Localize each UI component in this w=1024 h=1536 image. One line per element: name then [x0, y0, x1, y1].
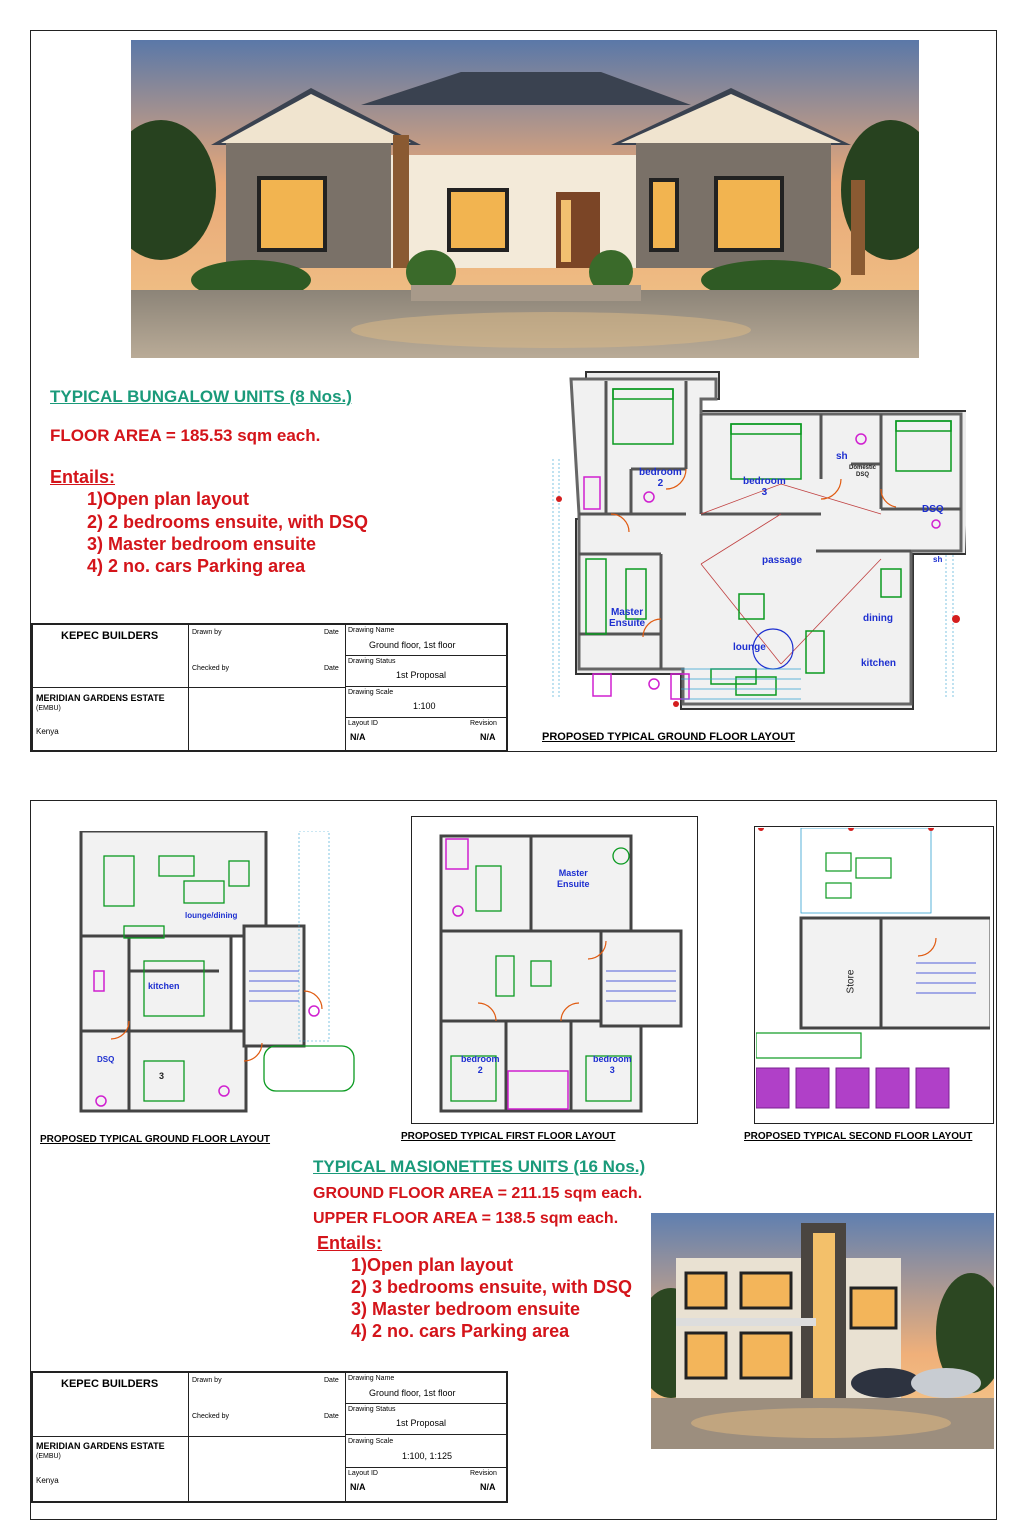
plan-label-sh-1: sh: [836, 451, 848, 462]
tb1-project: MERIDIAN GARDENS ESTATE: [36, 693, 165, 703]
tb1-layout-id: N/A: [350, 732, 366, 742]
tb2-checked-by-label: Checked by: [192, 1413, 229, 1420]
bungalow-floor-plan: [551, 369, 966, 744]
plan-label-bedroom-3: bedroom 3: [743, 476, 786, 498]
mais-plan-label-lounge-dining: lounge/dining: [185, 911, 238, 920]
tb1-layout-id-label: Layout ID: [348, 720, 378, 727]
tb1-revision: N/A: [480, 732, 496, 742]
maisonette-second-caption: PROPOSED TYPICAL SECOND FLOOR LAYOUT: [744, 1131, 973, 1142]
bungalow-feature-3: 3) Master bedroom ensuite: [87, 534, 317, 554]
tb1-drawing-name: Ground floor, 1st floor: [369, 640, 456, 650]
mais-plan-label-dsq: DSQ: [97, 1055, 115, 1064]
tb1-drawing-status: 1st Proposal: [396, 670, 447, 680]
maisonette-ground-caption: PROPOSED TYPICAL GROUND FLOOR LAYOUT: [40, 1134, 271, 1145]
plan-label-dsq: DSQ: [922, 504, 944, 515]
mais-plan-label-bedroom-2: bedroom 2: [461, 1054, 500, 1075]
tb2-revision: N/A: [480, 1482, 496, 1492]
tb1-drawn-by-label: Drawn by: [192, 629, 222, 636]
plan-label-sh-2: sh: [933, 555, 943, 564]
tb1-date-label-2: Date: [324, 665, 339, 672]
maisonette-first-caption: PROPOSED TYPICAL FIRST FLOOR LAYOUT: [401, 1131, 616, 1142]
bungalow-heading: TYPICAL BUNGALOW UNITS (8 Nos.): [50, 387, 352, 406]
maisonette-feature-1: 1)Open plan layout: [351, 1255, 514, 1275]
plan-label-bedroom-2: bedroom 2: [639, 467, 682, 489]
mais-plan-label-kitchen: kitchen: [148, 981, 180, 991]
bungalow-floor-area: FLOOR AREA = 185.53 sqm each.: [50, 426, 321, 445]
maisonette-feature-3: 3) Master bedroom ensuite: [351, 1299, 581, 1319]
plan-label-lounge: lounge: [733, 642, 766, 653]
maisonette-rendering: [651, 1213, 994, 1449]
title-block-2: [31, 1371, 508, 1503]
plan-label-dining: dining: [863, 613, 893, 624]
tb2-layout-id: N/A: [350, 1482, 366, 1492]
tb2-company: KEPEC BUILDERS: [61, 1378, 159, 1390]
tb1-checked-by-label: Checked by: [192, 665, 229, 672]
tb2-drawing-scale: 1:100, 1:125: [402, 1451, 453, 1461]
maisonette-feature-2: 2) 3 bedrooms ensuite, with DSQ: [351, 1277, 633, 1297]
tb2-project: MERIDIAN GARDENS ESTATE: [36, 1441, 165, 1451]
tb2-date-label-1: Date: [324, 1377, 339, 1384]
tb2-layout-id-label: Layout ID: [348, 1470, 378, 1477]
bungalow-rendering: [131, 40, 919, 358]
bungalow-entails-title: Entails:: [50, 467, 116, 487]
tb2-drawing-name-label: Drawing Name: [348, 1375, 395, 1382]
maisonette-upper-area: UPPER FLOOR AREA = 138.5 sqm each.: [313, 1210, 619, 1227]
mais-plan-label-bedroom-3: bedroom 3: [593, 1054, 632, 1075]
maisonette-ground-area: GROUND FLOOR AREA = 211.15 sqm each.: [313, 1185, 643, 1202]
tb1-drawing-name-label: Drawing Name: [348, 627, 395, 634]
tb1-company: KEPEC BUILDERS: [61, 630, 159, 642]
tb1-drawing-scale-label: Drawing Scale: [348, 689, 394, 696]
tb2-drawn-by-label: Drawn by: [192, 1377, 222, 1384]
maisonette-heading: TYPICAL MASIONETTES UNITS (16 Nos.): [313, 1157, 646, 1176]
bungalow-feature-1: 1)Open plan layout: [87, 489, 250, 509]
maisonette-ground-floor-plan: [69, 831, 369, 1116]
tb2-project-sub: (EMBU): [36, 1453, 61, 1460]
bungalow-feature-2: 2) 2 bedrooms ensuite, with DSQ: [87, 512, 369, 532]
drawing-sheet-2: [30, 800, 997, 1520]
tb2-date-label-2: Date: [324, 1413, 339, 1420]
plan-label-master-ensuite: Master Ensuite: [609, 607, 646, 629]
tb2-drawing-name: Ground floor, 1st floor: [369, 1388, 456, 1398]
bungalow-plan-drawing: [551, 369, 966, 744]
bungalow-plan-caption: PROPOSED TYPICAL GROUND FLOOR LAYOUT: [542, 731, 796, 743]
tb2-drawing-status: 1st Proposal: [396, 1418, 447, 1428]
mais-plan-label-3: 3: [159, 1071, 165, 1081]
tb1-country: Kenya: [36, 727, 59, 736]
bungalow-feature-4: 4) 2 no. cars Parking area: [87, 556, 306, 576]
tb2-drawing-status-label: Drawing Status: [348, 1406, 396, 1413]
tb2-country: Kenya: [36, 1476, 59, 1485]
maisonette-second-floor-plan: [756, 828, 990, 1120]
plan-label-passage: passage: [762, 555, 803, 566]
tb1-revision-label: Revision: [470, 720, 497, 727]
tb1-project-sub: (EMBU): [36, 705, 61, 712]
drawing-sheet-1: [30, 30, 997, 752]
tb2-revision-label: Revision: [470, 1470, 497, 1477]
tb1-drawing-scale: 1:100: [413, 701, 436, 711]
tb2-drawing-scale-label: Drawing Scale: [348, 1438, 394, 1445]
mais-plan-label-store: Store: [845, 969, 857, 994]
plan-label-domestic: Domestic DSQ: [849, 465, 877, 478]
tb1-date-label-1: Date: [324, 629, 339, 636]
plan-label-kitchen: kitchen: [861, 658, 897, 669]
title-block-1: [31, 623, 508, 752]
maisonette-feature-4: 4) 2 no. cars Parking area: [351, 1321, 570, 1341]
tb1-drawing-status-label: Drawing Status: [348, 658, 396, 665]
maisonette-entails-title: Entails:: [317, 1233, 383, 1253]
mais-plan-label-master-ensuite: Master Ensuite: [557, 868, 590, 889]
